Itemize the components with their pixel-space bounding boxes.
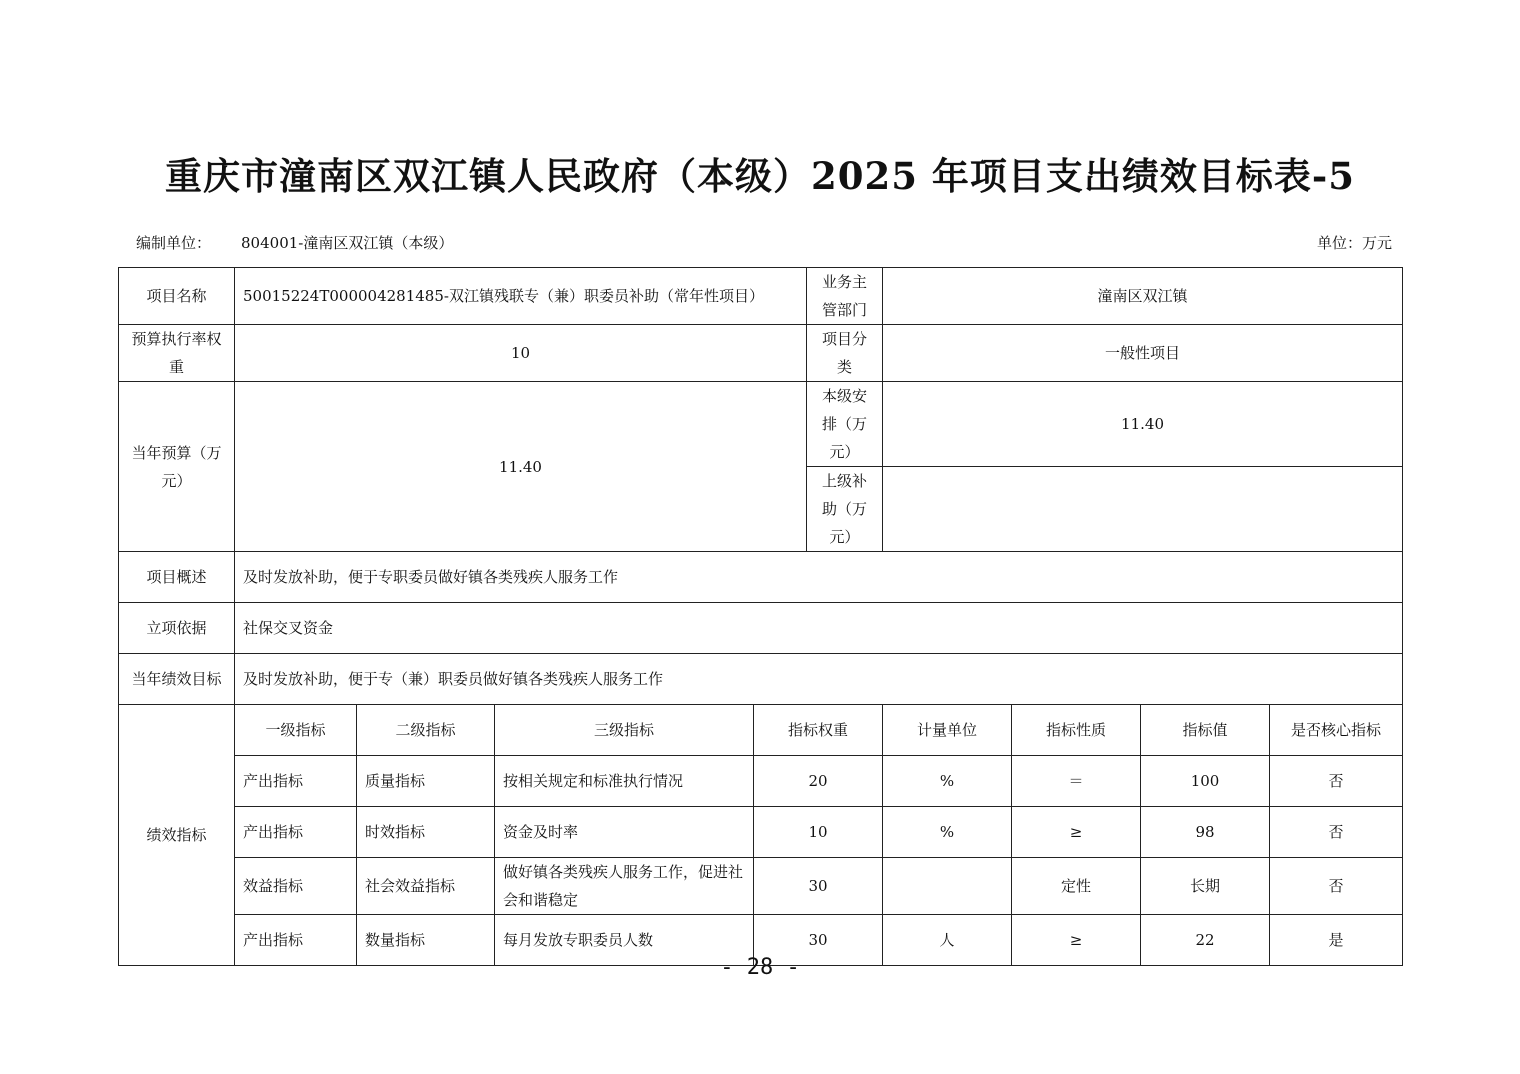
compiling-unit-label: 编制单位： [136, 234, 212, 252]
basis-value: 社保交叉资金 [235, 603, 1403, 654]
weight-cell: 30 [754, 915, 883, 966]
nature-cell: ≥ [1012, 807, 1141, 858]
unit-cell [883, 858, 1012, 915]
dept-value: 潼南区双江镇 [883, 268, 1403, 325]
basis-label: 立项依据 [119, 603, 235, 654]
level1-cell: 效益指标 [235, 858, 357, 915]
weight-label: 预算执行率权重 [119, 325, 235, 382]
value-cell: 长期 [1141, 858, 1270, 915]
indicator-row [119, 807, 1403, 858]
indicator-header-row [119, 705, 1403, 756]
level2-cell: 社会效益指标 [357, 858, 495, 915]
nature-cell: ＝ [1012, 756, 1141, 807]
local-budget-label: 本级安排（万元） [807, 382, 883, 467]
compiling-unit [136, 232, 453, 253]
header-level2: 二级指标 [357, 705, 495, 756]
unit-cell: % [883, 807, 1012, 858]
core-cell: 否 [1270, 756, 1403, 807]
indicators-section-label: 绩效指标 [119, 705, 235, 966]
budget-label: 当年预算（万元） [119, 382, 235, 552]
nature-cell: ≥ [1012, 915, 1141, 966]
unit-cell: % [883, 756, 1012, 807]
header-weight: 指标权重 [754, 705, 883, 756]
upper-subsidy-value [883, 467, 1403, 552]
weight-cell: 10 [754, 807, 883, 858]
page-number: - 28 - [720, 955, 800, 980]
table-row [119, 382, 1403, 467]
level1-cell: 产出指标 [235, 756, 357, 807]
budget-value: 11.40 [235, 382, 807, 552]
page-title: 重庆市潼南区双江镇人民政府（本级）2025 年项目支出绩效目标表-5 [165, 154, 1355, 198]
level3-cell: 每月发放专职委员人数 [495, 915, 754, 966]
unit-cell: 人 [883, 915, 1012, 966]
upper-subsidy-label: 上级补助（万元） [807, 467, 883, 552]
header-value: 指标值 [1141, 705, 1270, 756]
value-cell: 100 [1141, 756, 1270, 807]
dept-label: 业务主管部门 [807, 268, 883, 325]
weight-value: 10 [235, 325, 807, 382]
header-core: 是否核心指标 [1270, 705, 1403, 756]
level3-cell: 做好镇各类残疾人服务工作，促进社会和谐稳定 [495, 858, 754, 915]
nature-cell: 定性 [1012, 858, 1141, 915]
level1-cell: 产出指标 [235, 915, 357, 966]
level3-cell: 资金及时率 [495, 807, 754, 858]
header-unit: 计量单位 [883, 705, 1012, 756]
table-row [119, 654, 1403, 705]
level3-cell: 按相关规定和标准执行情况 [495, 756, 754, 807]
table-row [119, 268, 1403, 325]
indicator-row [119, 756, 1403, 807]
category-value: 一般性项目 [883, 325, 1403, 382]
performance-table [118, 267, 1403, 966]
indicator-row [119, 858, 1403, 915]
header-nature: 指标性质 [1012, 705, 1141, 756]
currency-unit: 单位：万元 [1316, 234, 1392, 252]
value-cell: 98 [1141, 807, 1270, 858]
goal-value: 及时发放补助，便于专（兼）职委员做好镇各类残疾人服务工作 [235, 654, 1403, 705]
overview-value: 及时发放补助，便于专职委员做好镇各类残疾人服务工作 [235, 552, 1403, 603]
table-row [119, 603, 1403, 654]
table-row [119, 552, 1403, 603]
core-cell: 是 [1270, 915, 1403, 966]
header-level1: 一级指标 [235, 705, 357, 756]
core-cell: 否 [1270, 807, 1403, 858]
weight-cell: 20 [754, 756, 883, 807]
value-cell: 22 [1141, 915, 1270, 966]
goal-label: 当年绩效目标 [119, 654, 235, 705]
weight-cell: 30 [754, 858, 883, 915]
local-budget-value: 11.40 [883, 382, 1403, 467]
overview-label: 项目概述 [119, 552, 235, 603]
project-name-label: 项目名称 [119, 268, 235, 325]
compiling-unit-value: 804001-潼南区双江镇（本级） [241, 234, 454, 252]
header-level3: 三级指标 [495, 705, 754, 756]
category-label: 项目分类 [807, 325, 883, 382]
table-row [119, 325, 1403, 382]
level2-cell: 数量指标 [357, 915, 495, 966]
core-cell: 否 [1270, 858, 1403, 915]
level2-cell: 质量指标 [357, 756, 495, 807]
level2-cell: 时效指标 [357, 807, 495, 858]
level1-cell: 产出指标 [235, 807, 357, 858]
project-name-value: 50015224T000004281485-双江镇残联专（兼）职委员补助（常年性项目） [235, 268, 807, 325]
